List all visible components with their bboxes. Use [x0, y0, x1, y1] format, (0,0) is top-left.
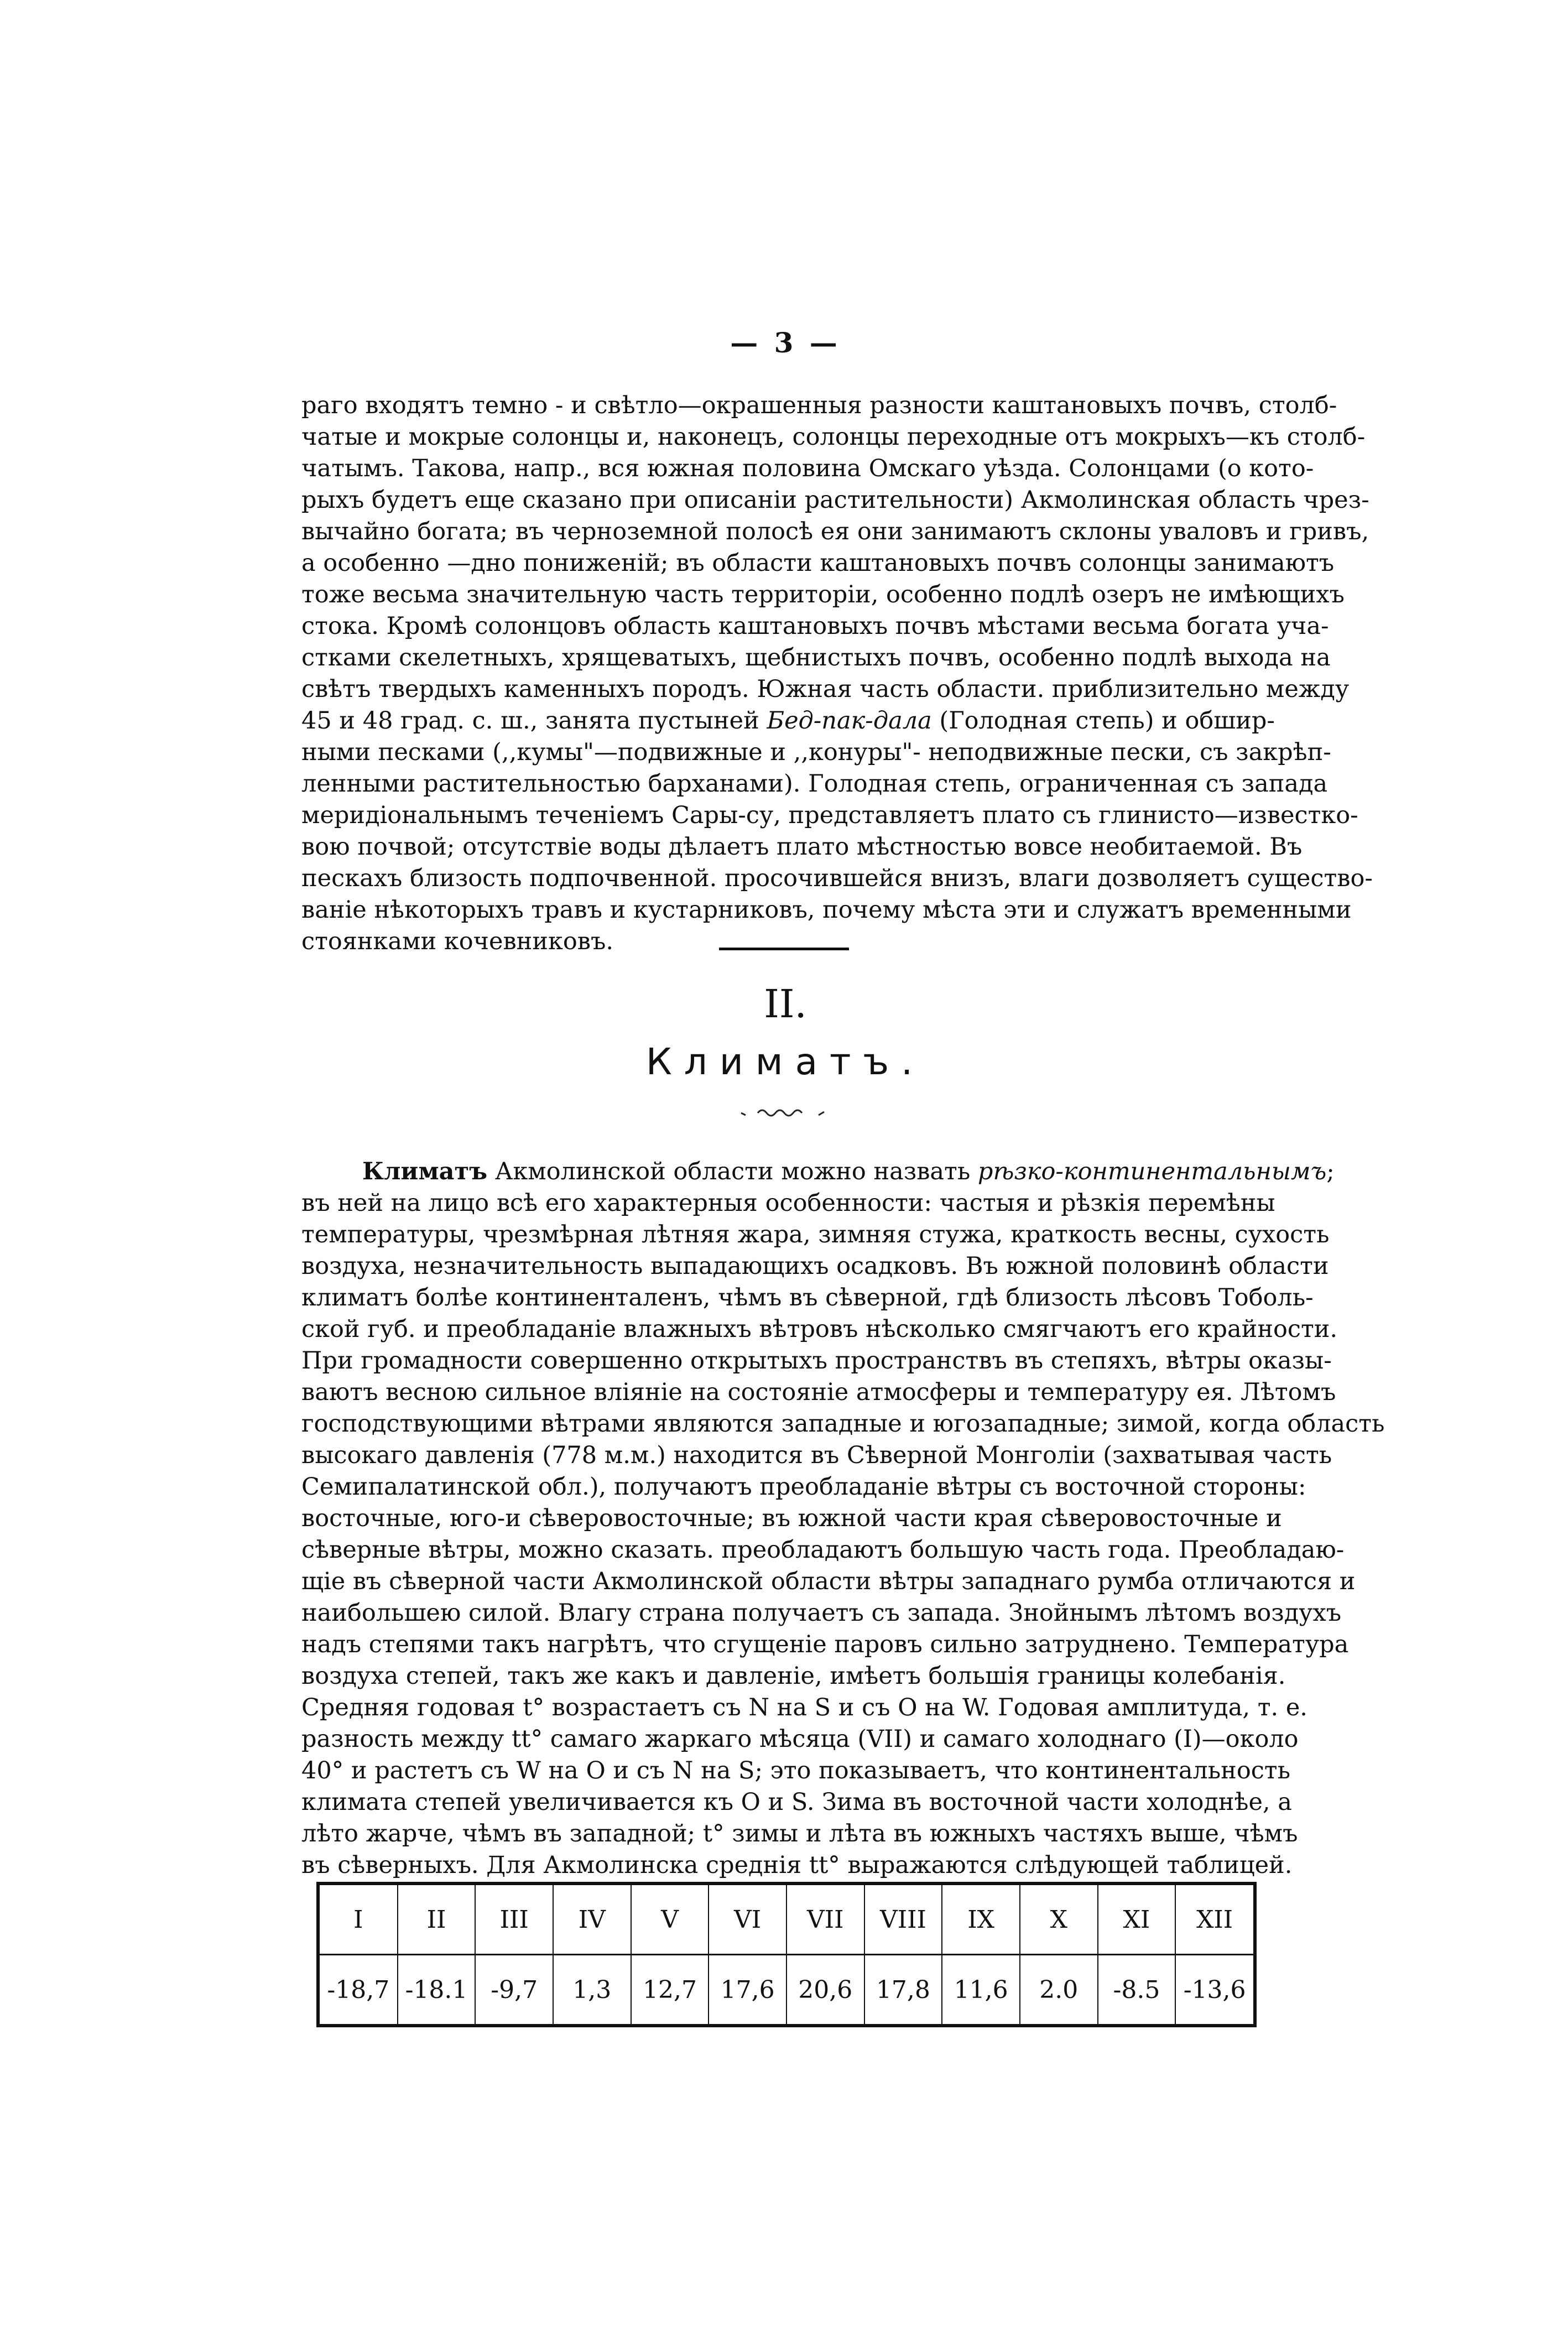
text-line: чатые и мокрые солонцы и, наконецъ, солонцы переходные отъ мокрыхъ—къ столб-	[301, 423, 1366, 451]
month-header: XII	[1175, 1885, 1253, 1955]
text-line: воздуха степей, такъ же какъ и давленіе, имѣетъ большія границы колебанія.	[301, 1662, 1286, 1690]
section-divider	[719, 948, 849, 950]
text-line: Средняя годовая t° возрастаетъ съ N на S и съ O на W. Годовая амплитуда, т. е.	[301, 1694, 1307, 1721]
text-line: климатъ болѣе континенталенъ, чѣмъ въ сѣверной, гдѣ близость лѣсовъ Тоболь-	[301, 1284, 1314, 1312]
text-line: меридіональнымъ теченіемъ Сары-су, представляетъ плато съ глинисто—известко-	[301, 802, 1358, 829]
lead-term: Климатъ	[362, 1158, 488, 1185]
month-header: XI	[1098, 1885, 1176, 1955]
text-line: ваніе нѣкоторыхъ травъ и кустарниковъ, почему мѣста эти и служатъ временными	[301, 896, 1352, 924]
text-line: въ ней на лицо всѣ его характерныя особенности: частыя и рѣзкія перемѣны	[301, 1189, 1275, 1217]
text-line	[301, 1156, 1335, 1188]
temperature-value: 2.0	[1020, 1955, 1098, 2025]
temperature-table-grid	[320, 1885, 1253, 2024]
text-line: рыхъ будетъ еще сказано при описаніи растительности) Акмолинская область чрез-	[301, 486, 1369, 514]
text-line: стками скелетныхъ, хрящеватыхъ, щебнистыхъ почвъ, особенно подлѣ выхода на	[301, 644, 1331, 672]
text-line: При громадности совершенно открытыхъ пространствъ въ степяхъ, вѣтры оказы-	[301, 1347, 1332, 1375]
text-line: климата степей увеличивается къ O и S. Зима въ восточной части холоднѣе, а	[301, 1788, 1292, 1816]
text-line: наибольшею силой. Влагу страна получаетъ съ запада. Знойнымъ лѣтомъ воздухъ	[301, 1599, 1342, 1627]
temperature-value: 11,6	[942, 1955, 1020, 2025]
temperature-value: -13,6	[1175, 1955, 1253, 2025]
month-header: V	[631, 1885, 709, 1955]
text-line: надъ степями такъ нагрѣтъ, что сгущеніе паровъ сильно затруднено. Температура	[301, 1631, 1349, 1658]
text-line	[301, 705, 1275, 737]
text-segment: Акмолинской области можно назвать	[487, 1158, 978, 1185]
text-line: стоянками кочевниковъ.	[301, 928, 613, 955]
text-line: въ сѣверныхъ. Для Акмолинска среднія tt° выражаются слѣдующей таблицей.	[301, 1851, 1293, 1879]
month-header: VIII	[864, 1885, 942, 1955]
text-line: чатымъ. Такова, напр., вся южная половина Омскаго уѣзда. Солонцами (о кото-	[301, 455, 1314, 482]
table-values-row	[320, 1955, 1253, 2025]
page-number: — 3 —	[730, 326, 841, 359]
text-line: щіе въ сѣверной части Акмолинской области вѣтры западнаго румба отличаются и	[301, 1568, 1356, 1595]
text-line: воздуха, незначительность выпадающихъ осадковъ. Въ южной половинѣ области	[301, 1252, 1329, 1280]
temperature-value: -8.5	[1098, 1955, 1176, 2025]
month-header: II	[398, 1885, 476, 1955]
temperature-value: 12,7	[631, 1955, 709, 2025]
text-line: температуры, чрезмѣрная лѣтняя жара, зимняя стужа, краткость весны, сухость	[301, 1221, 1330, 1248]
month-header: IV	[553, 1885, 631, 1955]
ornament-icon	[736, 1101, 835, 1123]
month-header: I	[320, 1885, 398, 1955]
temperature-value: -9,7	[475, 1955, 553, 2025]
temperature-table	[316, 1882, 1257, 2027]
text-line: вою почвой; отсутствіе воды дѣлаетъ плато мѣстностью вовсе необитаемой. Въ	[301, 833, 1303, 861]
text-line: ваютъ весною сильное вліяніе на состояніе атмосферы и температуру ея. Лѣтомъ	[301, 1378, 1336, 1406]
italic-term: рѣзко-континентальнымъ	[977, 1158, 1327, 1185]
text-line: стока. Кромѣ солонцовъ область каштановыхъ почвъ мѣстами весьма богата уча-	[301, 612, 1329, 640]
temperature-value: 20,6	[786, 1955, 864, 2025]
temperature-value: -18.1	[398, 1955, 476, 2025]
text-line: господствующими вѣтрами являются западные и югозападные; зимой, когда область	[301, 1410, 1385, 1438]
text-segment: ;	[1326, 1158, 1335, 1185]
month-header: III	[475, 1885, 553, 1955]
text-line: а особенно —дно пониженій; въ области каштановыхъ почвъ солонцы занимаютъ	[301, 549, 1335, 577]
section-number: II.	[764, 981, 807, 1027]
text-line: пескахъ близость подпочвенной. просочившейся внизъ, влаги дозволяетъ существо-	[301, 865, 1373, 892]
text-line: ленными растительностью барханами). Голодная степь, ограниченная съ запада	[301, 770, 1328, 798]
temperature-value: 17,6	[709, 1955, 786, 2025]
text-line: высокаго давленія (778 м.м.) находится въ Сѣверной Монголіи (захватывая часть	[301, 1442, 1332, 1469]
text-line: тоже весьма значительную часть территоріи, особенно подлѣ озеръ не имѣющихъ	[301, 581, 1345, 608]
month-header: IX	[942, 1885, 1020, 1955]
month-header: X	[1020, 1885, 1098, 1955]
text-line: ными песками (,,кумы"—подвижные и ,,конуры"- неподвижные пески, съ закрѣп-	[301, 738, 1331, 766]
text-segment: 45 и 48 град. с. ш., занята пустыней	[301, 707, 767, 735]
text-line: раго входятъ темно - и свѣтло—окрашенныя разности каштановыхъ почвъ, столб-	[301, 392, 1337, 419]
text-line: ской губ. и преобладаніе влажныхъ вѣтровъ нѣсколько смягчаютъ его крайности.	[301, 1315, 1338, 1343]
text-line: 40° и растетъ съ W на O и съ N на S; это показываетъ, что континентальность	[301, 1757, 1291, 1784]
text-line: свѣтъ твердыхъ каменныхъ породъ. Южная часть области. приблизительно между	[301, 675, 1350, 703]
text-line: разность между tt° самаго жаркаго мѣсяца (VII) и самаго холоднаго (I)—около	[301, 1725, 1299, 1753]
italic-place-name: Бед-пак-дала	[767, 707, 932, 735]
temperature-value: 17,8	[864, 1955, 942, 2025]
text-line: сѣверные вѣтры, можно сказать. преобладаютъ большую часть года. Преобладаю-	[301, 1536, 1345, 1564]
text-line: вычайно богата; въ черноземной полосѣ ея они занимаютъ склоны уваловъ и гривъ,	[301, 518, 1369, 545]
month-header: VII	[786, 1885, 864, 1955]
climate-paragraph	[301, 1156, 1385, 1881]
soil-paragraph	[301, 390, 1373, 958]
temperature-value: -18,7	[327, 1975, 390, 2004]
temperature-value: 1,3	[553, 1955, 631, 2025]
text-line: лѣто жарче, чѣмъ въ западной; t° зимы и лѣта въ южныхъ частяхъ выше, чѣмъ	[301, 1820, 1298, 1848]
table-header-row	[320, 1885, 1253, 1955]
section-title: Климатъ.	[645, 1040, 925, 1083]
text-segment: (Голодная степь) и обшир-	[931, 707, 1275, 735]
text-line: восточные, юго-и сѣверовосточные; въ южной части края сѣверовосточные и	[301, 1505, 1282, 1532]
month-header: VI	[709, 1885, 786, 1955]
text-line: Семипалатинской обл.), получаютъ преобладаніе вѣтры съ восточной стороны:	[301, 1473, 1306, 1501]
